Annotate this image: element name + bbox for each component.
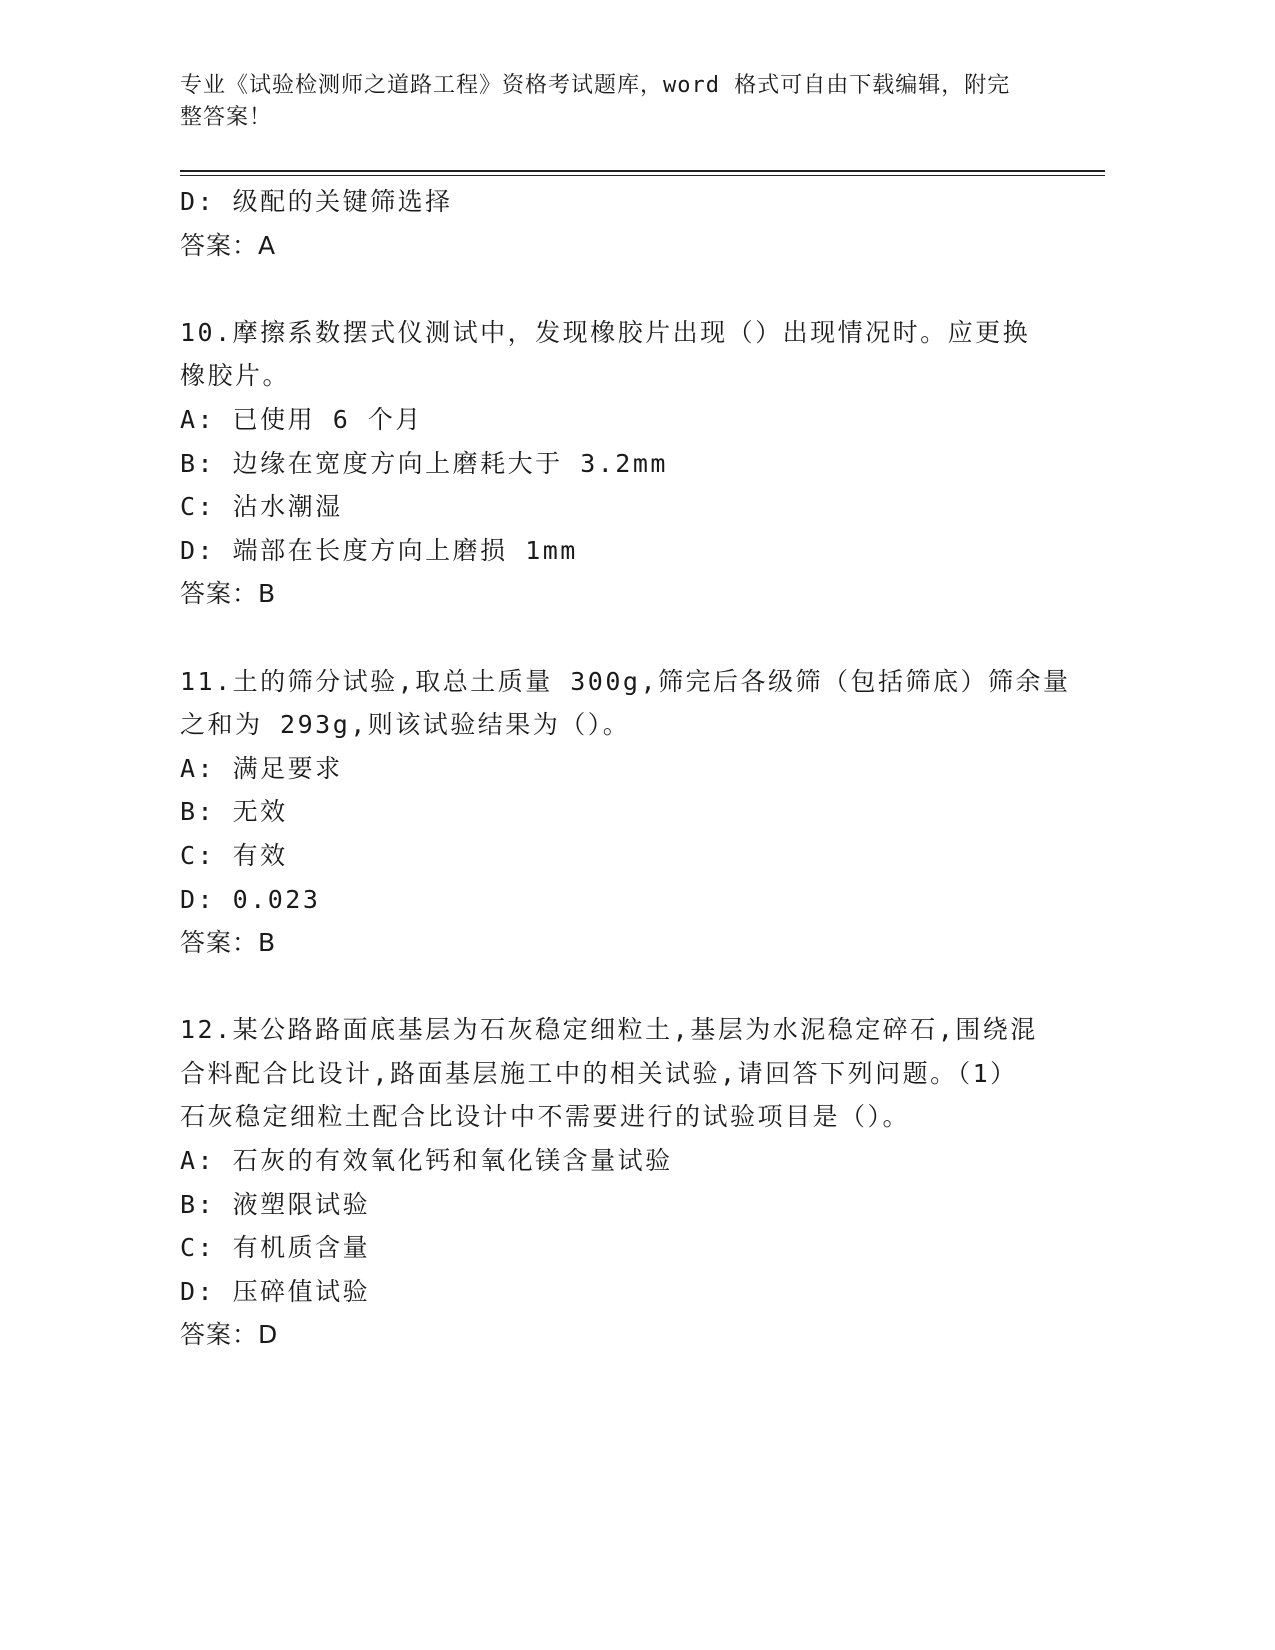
- answer-line: 答案：B: [180, 579, 277, 609]
- option-b: B: 无效: [180, 797, 288, 827]
- question-stem-line: 石灰稳定细粒土配合比设计中不需要进行的试验项目是（）。: [180, 1102, 911, 1132]
- header-line-2: 整答案！: [180, 105, 273, 130]
- spacer: [180, 616, 1050, 660]
- spacer: [180, 965, 1050, 1009]
- question-stem-line: 11.土的筛分试验,取总土质量 300g,筛完后各级筛（包括筛底）筛余量: [180, 666, 1071, 696]
- answer-line: 答案：B: [180, 928, 277, 958]
- question-stem-line: 之和为 293g,则该试验结果为（）。: [180, 710, 631, 740]
- question-stem-line: 合料配合比设计,路面基层施工中的相关试验,请回答下列问题。（1）: [180, 1058, 1018, 1088]
- option-a: A: 石灰的有效氧化钙和氧化镁含量试验: [180, 1146, 673, 1176]
- header-line-1: 专业《试验检测师之道路工程》资格考试题库，word 格式可自由下载编辑，附完: [180, 73, 1011, 98]
- question-content: [180, 180, 1071, 1357]
- question-12: [180, 1008, 1050, 1357]
- option-d: D: 端部在长度方向上磨损 1mm: [180, 535, 578, 565]
- option-b: B: 液塑限试验: [180, 1189, 371, 1219]
- question-10: [180, 311, 1050, 616]
- question-11: [180, 660, 1071, 965]
- spacer: [180, 267, 1050, 311]
- option-b: B: 边缘在宽度方向上磨耗大于 3.2mm: [180, 448, 668, 478]
- question-stem-line: 10.摩擦系数摆式仪测试中，发现橡胶片出现（）出现情况时。应更换: [180, 317, 1031, 347]
- option-a: A: 满足要求: [180, 753, 343, 783]
- answer-line: 答案：A: [180, 230, 277, 260]
- option-c: C: 有效: [180, 840, 288, 870]
- option-d: D: 压碎值试验: [180, 1276, 371, 1306]
- header-rule-thick: [180, 170, 1105, 172]
- option-c: C: 沾水潮湿: [180, 492, 343, 522]
- answer-line: 答案：D: [180, 1320, 279, 1350]
- option-a: A: 已使用 6 个月: [180, 404, 423, 434]
- option-c: C: 有机质含量: [180, 1233, 371, 1263]
- option-d: D: 级配的关键筛选择: [180, 187, 453, 216]
- option-d: D: 0.023: [180, 884, 321, 914]
- previous-question-tail: [180, 180, 1050, 267]
- header-rule-thin: [180, 175, 1105, 176]
- question-stem-line: 12.某公路路面底基层为石灰稳定细粒土,基层为水泥稳定碎石,围绕混: [180, 1015, 1038, 1045]
- question-stem-line: 橡胶片。: [180, 361, 291, 391]
- document-header: [180, 70, 1060, 134]
